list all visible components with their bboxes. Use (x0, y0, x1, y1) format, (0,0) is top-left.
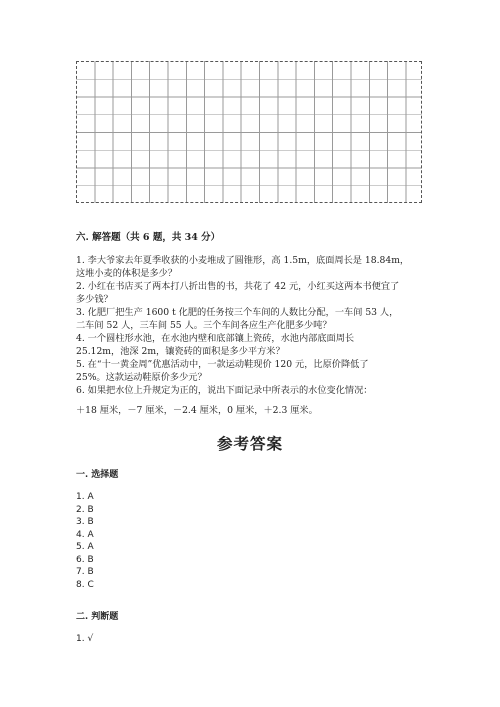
choice-answer: 5. A (76, 542, 94, 552)
judge-section-title: 二. 判断题 (76, 612, 119, 622)
question-6-line-1: 6. 如果把水位上升规定为正的，说出下面记录中所表示的水位变化情况： (76, 385, 373, 396)
judge-answers (76, 633, 93, 646)
choice-answer: 6. B (76, 554, 94, 565)
choice-answer: 7. B (76, 567, 94, 577)
question-2-line-2: 多少钱？ (76, 294, 113, 305)
question-1-line-1: 1. 李大爷家去年夏季收获的小麦堆成了圆锥形，高 1.5m，底面周长是 18.84m， (76, 255, 410, 266)
question-3-line-1: 3. 化肥厂把生产 1600 t 化肥的任务按三个车间的人数比分配，一车间 53 人， (76, 307, 399, 318)
judge-answer: 1. √ (76, 634, 94, 644)
section-6-title: 六. 解答题（共 6 题，共 34 分） (76, 232, 221, 243)
choice-answer: 2. B (76, 504, 94, 515)
choice-answer: 3. B (76, 517, 94, 527)
choice-answer: 4. A (76, 529, 94, 540)
question-2-line-1: 2. 小红在书店买了两本打八折出售的书，共花了 42 元，小红买这两本书便宜了 (76, 281, 400, 292)
question-3-line-2: 二车间 52 人，三车间 55 人。三个车间各应生产化肥多少吨？ (76, 320, 332, 331)
question-4-line-1: 4. 一个圆柱形水池，在水池内壁和底部镶上瓷砖，水池内部底面周长 (76, 333, 355, 344)
question-1 (76, 254, 426, 280)
choice-section-title: 一. 选择题 (76, 470, 119, 480)
choice-answers (76, 491, 94, 591)
writing-grid (76, 61, 422, 203)
question-5-line-1: 5. 在“十一黄金周”优惠活动中，一款运动鞋现价 120 元，比原价降低了 (76, 359, 369, 370)
question-6 (76, 384, 426, 417)
question-5 (76, 358, 426, 384)
answer-key-title: 参考答案 (216, 434, 283, 453)
question-2 (76, 280, 426, 306)
question-6-line-2: ＋18 厘米，－7 厘米，－2.4 厘米，0 厘米，＋2.3 厘米。 (76, 405, 318, 416)
question-4 (76, 332, 426, 358)
question-4-line-2: 25.12m，池深 2m，镶瓷砖的面积是多少平方米？ (76, 346, 285, 357)
question-1-line-2: 这堆小麦的体积是多少？ (76, 268, 178, 279)
choice-answer: 1. A (76, 492, 94, 502)
question-3 (76, 306, 426, 332)
question-5-line-2: 25%。这款运动鞋原价多少元？ (76, 372, 207, 383)
choice-answer: 8. C (76, 579, 94, 590)
